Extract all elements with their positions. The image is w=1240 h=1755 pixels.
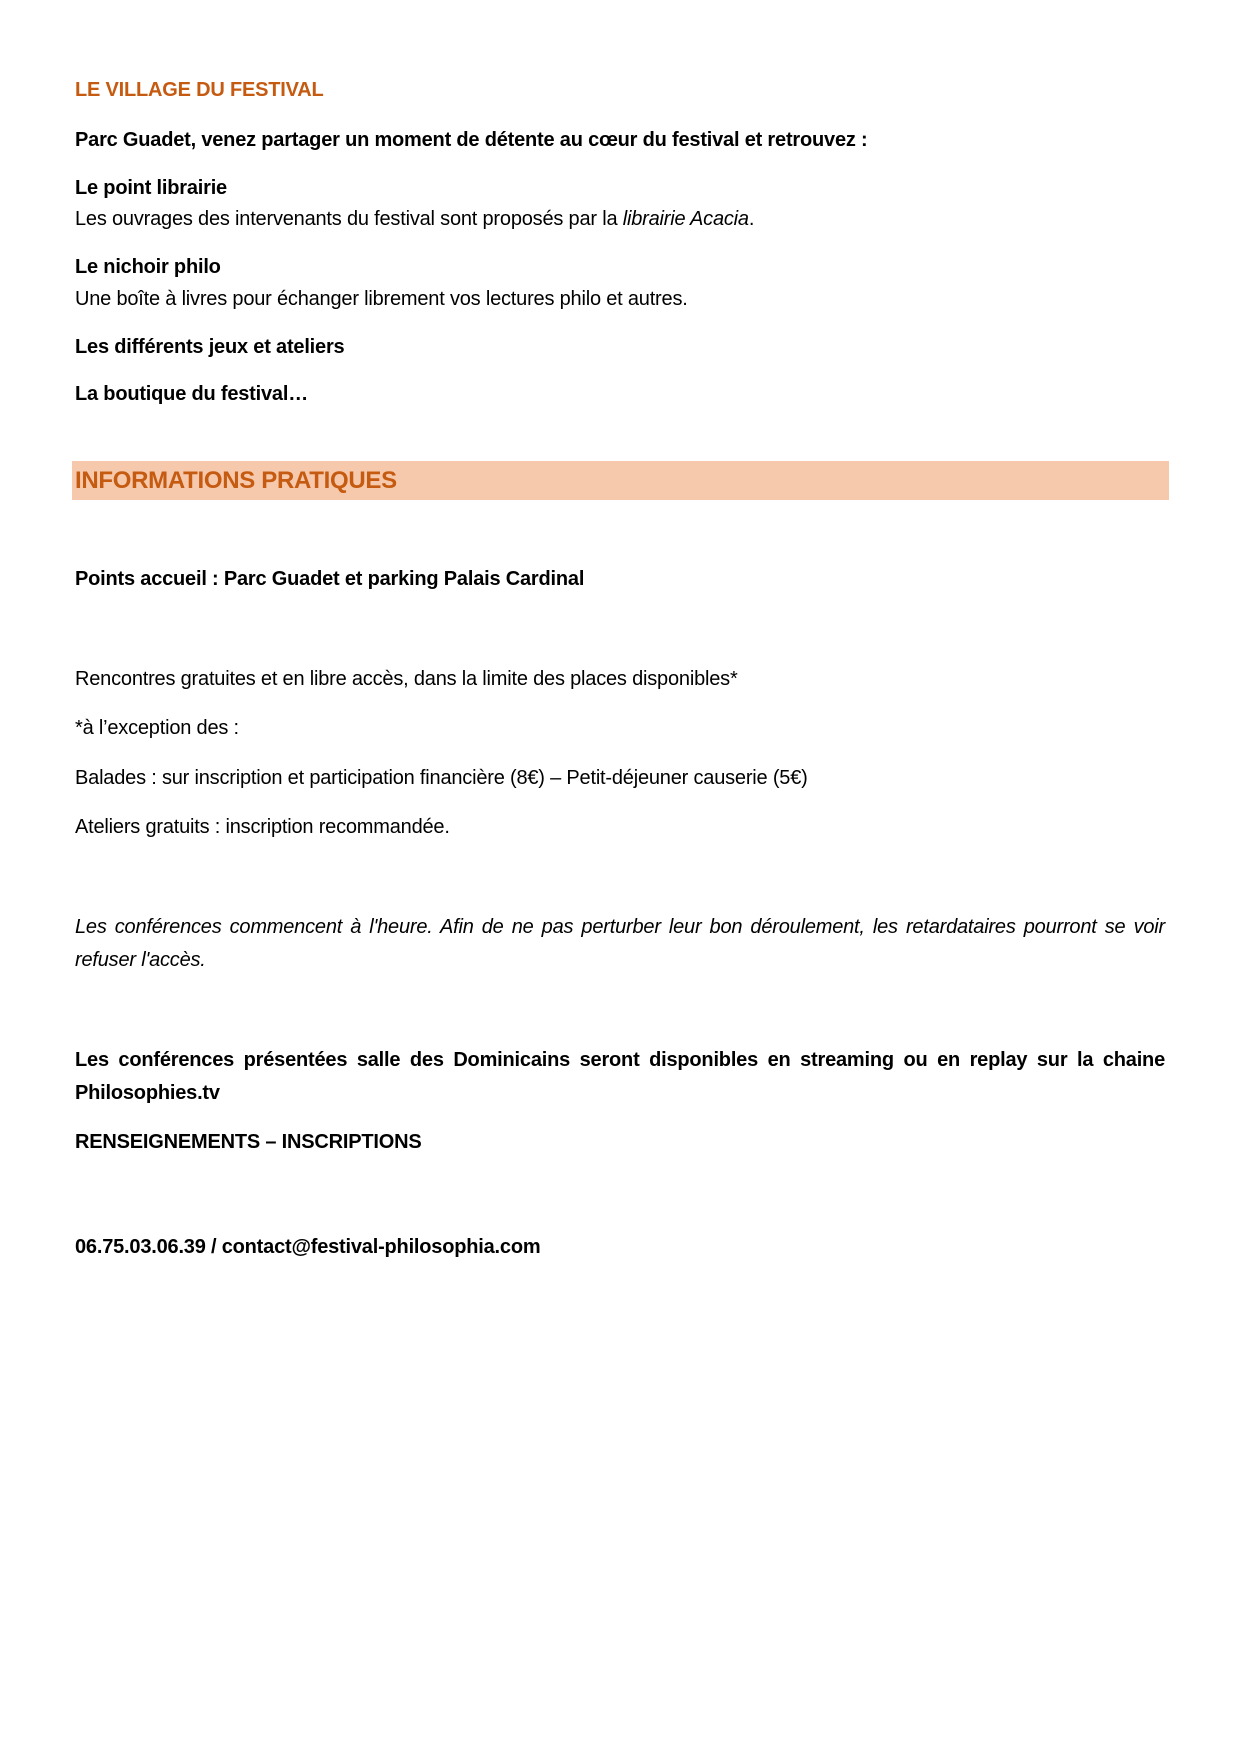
exception-text: *à l’exception des : [75,717,239,739]
librairie-title: Le point librairie [75,177,227,199]
balades-text: Balades : sur inscription et participation financière (8€) – Petit-déjeuner causerie (5€) [75,767,808,789]
contact-info[interactable]: 06.75.03.06.39 / contact@festival-philosophia.com [75,1236,541,1258]
ponctualite-notice: Les conférences commencent à l'heure. Afin de ne pas perturber leur bon déroulement, les retardataires pourront se voir refuser l'accès. [75,916,1165,971]
nichoir-text: Une boîte à livres pour échanger librement vos lectures philo et autres. [75,288,688,310]
renseignements-heading: RENSEIGNEMENTS – INSCRIPTIONS [75,1131,422,1153]
village-intro: Parc Guadet, venez partager un moment de détente au cœur du festival et retrouvez : [75,129,868,151]
librairie-text [75,207,754,231]
librairie-text-before: Les ouvrages des intervenants du festival sont proposés par la [75,208,623,230]
rencontres-text: Rencontres gratuites et en libre accès, dans la limite des places disponibles* [75,668,738,690]
village-section-title: LE VILLAGE DU FESTIVAL [75,79,324,101]
librairie-name: librairie Acacia [622,208,749,230]
librairie-text-after: . [748,208,755,230]
points-accueil: Points accueil : Parc Guadet et parking Palais Cardinal [75,568,585,590]
ateliers-text: Ateliers gratuits : inscription recommandée. [75,816,450,838]
infos-section-title: INFORMATIONS PRATIQUES [75,467,397,494]
streaming-notice: Les conférences présentées salle des Dominicains seront disponibles en streaming ou en replay sur la chaine Philosophies.tv [75,1049,1165,1104]
infos-section-banner [72,461,1169,500]
jeux-ateliers: Les différents jeux et ateliers [75,336,345,358]
nichoir-title: Le nichoir philo [75,256,221,278]
boutique: La boutique du festival… [75,383,308,405]
